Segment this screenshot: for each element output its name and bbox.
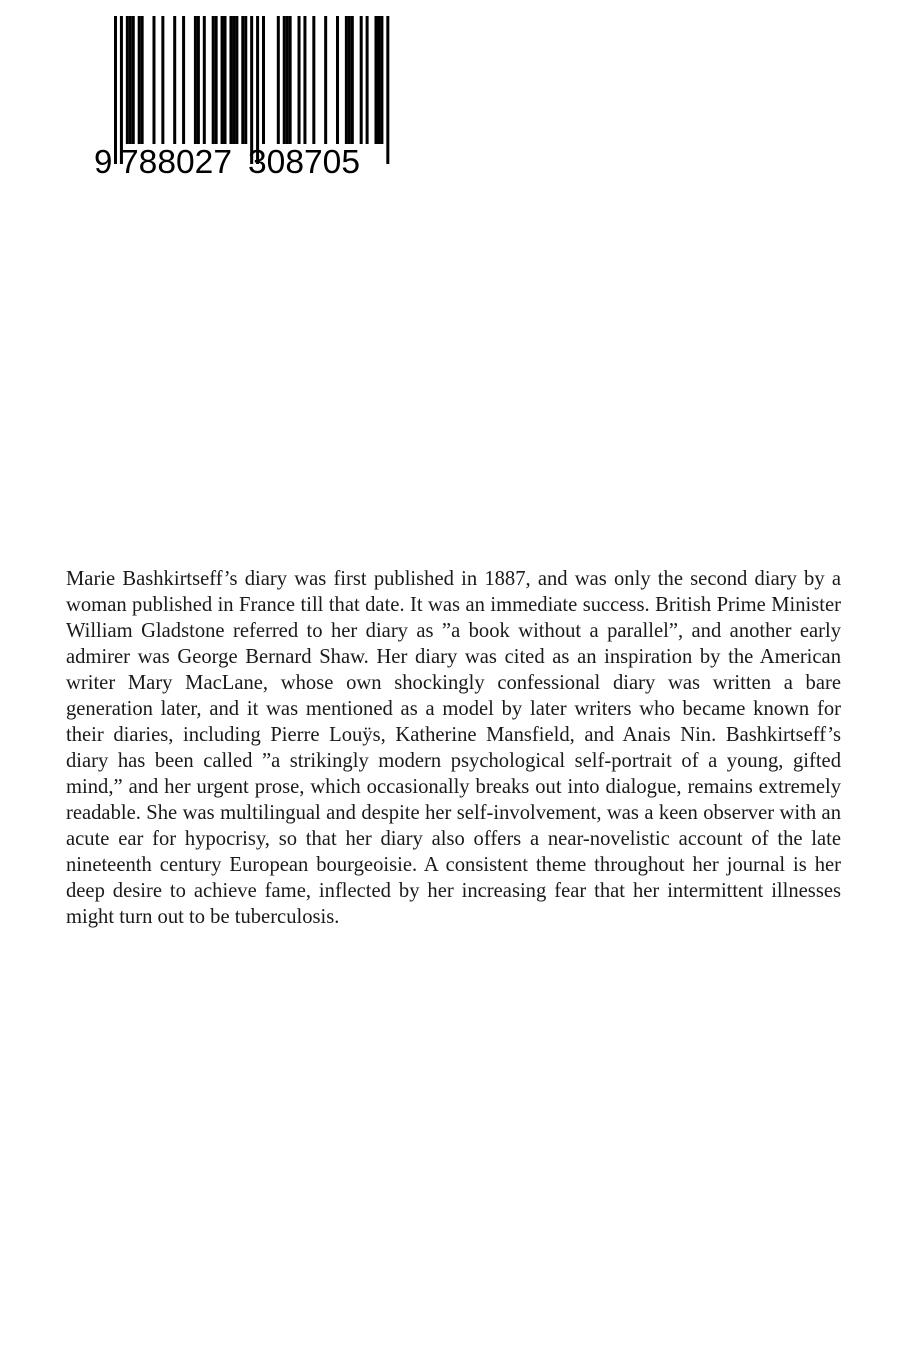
barcode-bar	[215, 16, 218, 144]
barcode-bar	[197, 16, 200, 144]
barcode-bar	[283, 16, 286, 144]
barcode-bar	[132, 16, 135, 144]
barcode-bar	[250, 16, 253, 164]
barcode-bar	[152, 16, 155, 144]
barcode-bar	[377, 16, 380, 144]
barcode-graphic	[88, 16, 392, 180]
barcode-bar	[203, 16, 206, 144]
barcode-bar	[182, 16, 185, 144]
barcode-bar	[324, 16, 327, 144]
barcode-left-digits: 788027	[120, 143, 232, 180]
back-cover-description: Marie Bashkirtseff’s diary was first published in 1887, and was only the second diary by a woman published in France till that date. It was an immediate success. British Prime Minister William Gladstone referred to her diary as ”a book without a parallel”, and another early admirer was George Bernard Shaw. Her diary was cited as an inspiration by the American writer Mary MacLane, whose own shockingly confessional diary was written a bare generation later, and it was mentioned as a model by later writers who became known for their diaries, including Pierre Louÿs, Katherine Mansfield, and Anais Nin. Bashkirtseff’s diary has been called ”a strikingly modern psychological self-portrait of a young, gifted mind,” and her urgent prose, which occasionally breaks out into dialogue, remains extremely readable. She was multilingual and despite her self-involvement, was a keen observer with an acute ear for hypocrisy, so that her diary also offers a near-novelistic account of the late nineteenth century European bourgeoisie. A consistent theme throughout her journal is her deep desire to achieve fame, inflected by her increasing fear that her intermittent illnesses might turn out to be tuberculosis.	[66, 568, 841, 928]
barcode-bar	[312, 16, 315, 144]
barcode-bar	[241, 16, 244, 144]
barcode-bar	[138, 16, 141, 144]
barcode-bar	[161, 16, 164, 144]
barcode-bar	[221, 16, 224, 144]
barcode-bar	[141, 16, 144, 144]
barcode-bar	[348, 16, 351, 144]
barcode-bar	[126, 16, 129, 144]
barcode-bar	[262, 16, 265, 144]
barcode-bar	[256, 16, 259, 164]
barcode-bar	[120, 16, 123, 164]
barcode-bar	[244, 16, 247, 144]
barcode-bar	[235, 16, 238, 144]
barcode-bar	[194, 16, 197, 144]
barcode-bar	[224, 16, 227, 144]
barcode-bar	[212, 16, 215, 144]
barcode-bar	[366, 16, 369, 144]
barcode-bar	[374, 16, 377, 144]
barcode-bar	[286, 16, 289, 144]
isbn-barcode	[88, 16, 392, 180]
barcode-bar	[129, 16, 132, 144]
barcode-bar	[336, 16, 339, 144]
barcode-bar	[298, 16, 301, 144]
barcode-bar	[229, 16, 232, 144]
barcode-bar	[114, 16, 117, 164]
barcode-bar	[173, 16, 176, 144]
barcode-bar	[386, 16, 389, 164]
barcode-bar	[289, 16, 292, 144]
barcode-bar	[380, 16, 383, 144]
barcode-bar	[232, 16, 235, 144]
barcode-right-digits: 308705	[248, 143, 360, 180]
barcode-bar	[345, 16, 348, 144]
barcode-lead-digit: 9	[94, 143, 113, 180]
barcode-bar	[277, 16, 280, 144]
barcode-bar	[303, 16, 306, 144]
barcode-bar	[360, 16, 363, 144]
barcode-bar	[351, 16, 354, 144]
